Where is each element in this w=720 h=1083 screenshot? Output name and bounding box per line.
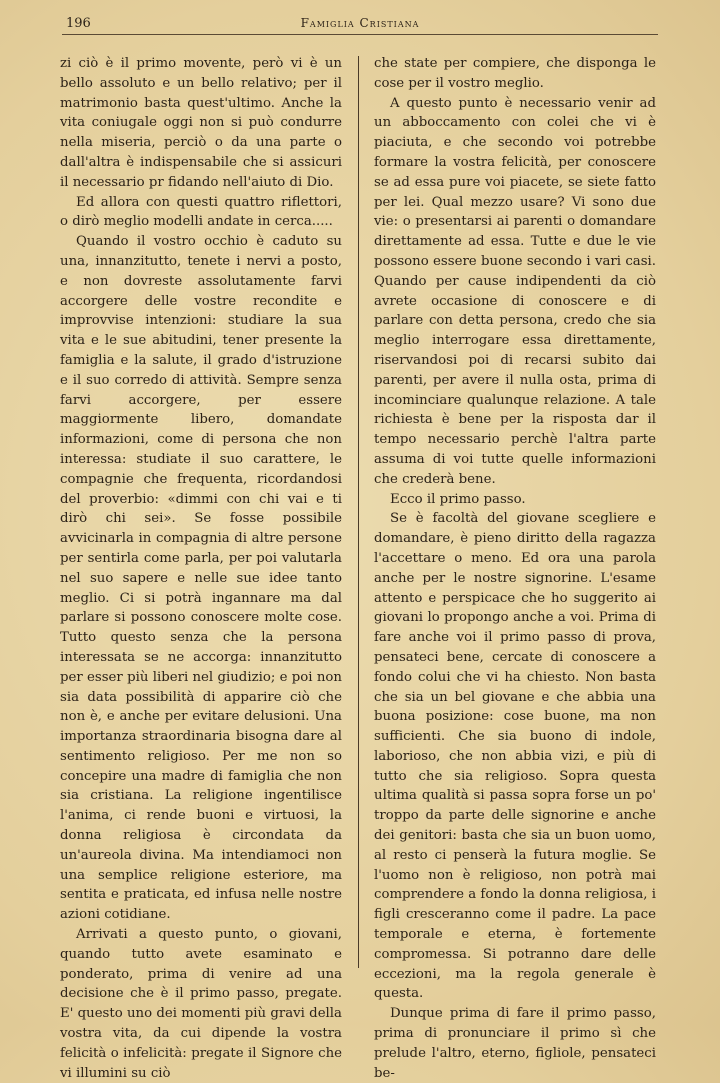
paragraph: zi ciò è il primo movente, però vi è un bello assoluto e un bello relativo; per il matrimonio basta quest'ultimo. Anche la vita coniugale oggi non si può condurre nella miseria, perciò o da una parte o dall'altra è indispensabile che si assicuri il necessario pr fidando nell'aiuto di Dio. bbox=[60, 56, 342, 190]
paragraph: A questo punto è necessario venir ad un abboccamento con colei che vi è piaciuta, e che secondo voi potrebbe formare la vostra felicità, per conoscere se ad essa pure voi piacete, se siete fatto per lei. Qual mezzo usare? Vi sono due vie: o presentarsi ai parenti o domandare direttamente ad essa. Tutte e due le vie possono essere buone secondo i vari casi. Quando per cause indipendenti da ciò avrete occasione di conoscere e di parlare con detta persona, credo che sia meglio interrogare essa direttamente, riservandosi poi di recarsi subito dai parenti, per avere il nulla osta, prima di incominciare qualunque relazione. A tale richiesta è bene per la risposta dar il tempo necessario perchè l'altra parte assuma di voi tutte quelle informazioni che crederà bene. bbox=[374, 95, 656, 487]
paragraph: che state per compiere, che disponga le cose per il vostro meglio. bbox=[374, 56, 656, 91]
paragraph: Ecco il primo passo. bbox=[390, 491, 526, 507]
page-number: 196 bbox=[66, 16, 91, 31]
paragraph: Quando il vostro occhio è caduto su una, innanzitutto, tenete i nervi a posto, e non dovreste assolutamente farvi accorgere delle vostre recondite e improvvise intenzioni: studiare la sua vita e le sue abitudini, tener presente la famiglia e la salute, il grado d'istruzione e il suo corredo di attività. Sempre senza farvi accorgere, per essere maggiormente libero, domandate informazioni, come di persona che non interessa: studiate il suo carattere, le compagnie che frequenta, ricordandosi del proverbio: «dimmi con chi vai e ti dirò chi sei». Se fosse possibile avvicinarla in compagnia di altre persone per sentirla come parla, per poi valutarla nel suo sapere e nelle sue idee tanto meglio. Ci si potrà ingannare ma dal parlare si possono conoscere molte cose. Tutto questo senza che la persona interessata se ne accorga: innanzitutto per esser più liberi nel giudizio; e poi non sia data possibilità di apparire ciò che non è, e anche per evitare delusioni. Una importanza straordinaria bisogna dare al sentimento religioso. Per me non so concepire una madre di famiglia che non sia cristiana. La religione ingentilisce l'anima, ci rende buoni e virtuosi, la donna religiosa è circondata da un'aureola divina. Ma intendiamoci non una semplice religione esteriore, ma sentita e praticata, ed infusa nelle nostre azioni cotidiane. bbox=[60, 234, 342, 923]
column-divider bbox=[358, 56, 359, 968]
right-column bbox=[374, 54, 656, 1083]
paragraph: Se è facoltà del giovane scegliere e domandare, è pieno diritto della ragazza l'accettare o meno. Ed ora una parola anche per le nostre signorine. L'esame attento e perspicace che ho suggerito ai giovani lo propongo anche a voi. Prima di fare anche voi il primo passo di prova, pensateci bene, cercate di conoscere a fondo colui che vi ha chiesto. Non basta che sia un bel giovane e che abbia una buona posizione: cose buone, ma non sufficienti. Che sia buono di indole, laborioso, che non abbia vizi, e più di tutto che sia religioso. Sopra questa ultima qualità si passa sopra forse un po' troppo da parte delle signorine e anche dei genitori: basta che sia un buon uomo, al resto ci penserà la futura moglie. Se l'uomo non è religioso, non potrà mai comprendere a fondo la donna religiosa, i figli cresceranno come il padre. La pace temporale e eterna, è fortemente compromessa. Si potranno dare delle eccezioni, ma la regola generale è questa. bbox=[374, 511, 656, 1002]
page-header bbox=[62, 12, 658, 35]
paragraph: Arrivati a questo punto, o giovani, quando tutto avete esaminato e ponderato, prima di venire ad una decisione che è il primo passo, pregate. E' questo uno dei momenti più gravi della vostra vita, da cui dipende la vostra felicità o infelicità: pregate il Signore che vi illumini su ciò bbox=[60, 927, 342, 1081]
paragraph: Ed allora con questi quattro riflettori, o dirò meglio modelli andate in cerca..... bbox=[60, 194, 342, 230]
paragraph: Dunque prima di fare il primo passo, prima di pronunciare il primo sì che prelude l'altro, eterno, figliole, pensateci be- bbox=[374, 1006, 656, 1081]
left-column bbox=[60, 54, 342, 1083]
running-title: Famiglia Cristiana bbox=[300, 16, 420, 30]
